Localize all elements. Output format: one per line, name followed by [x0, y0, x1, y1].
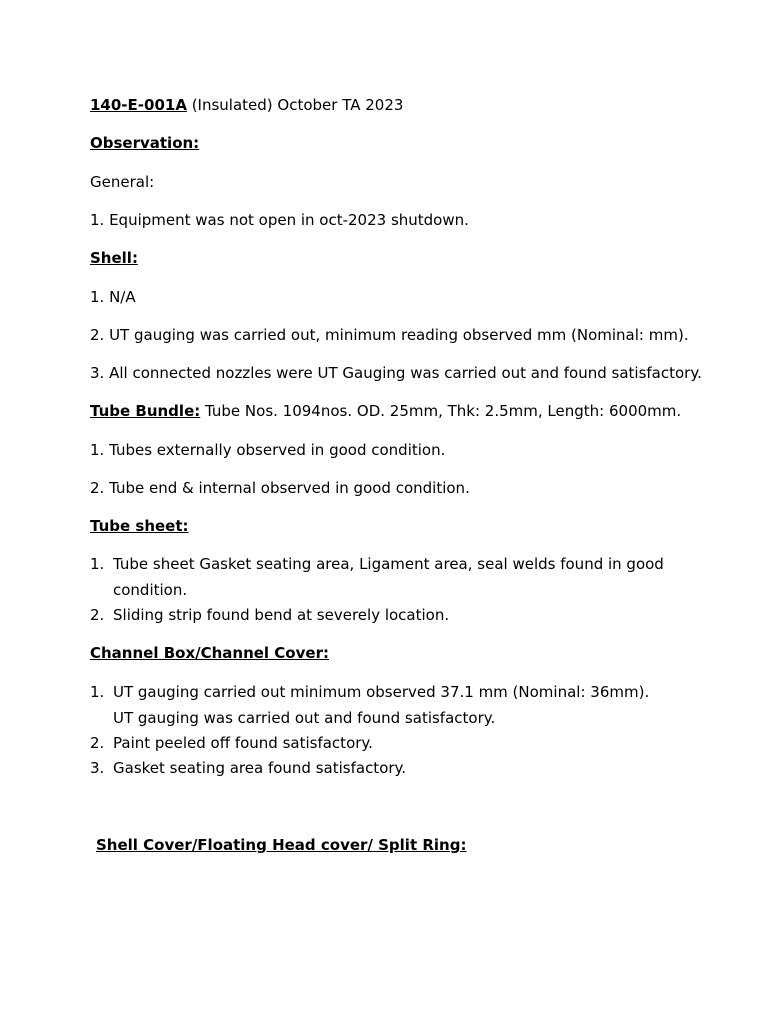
channel-item-1-line-1: UT gauging carried out minimum observed 37.1 mm (Nominal: 36mm). [113, 683, 650, 701]
channel-item-1-number: 1. [90, 683, 105, 701]
shell-item-1: 1. N/A [90, 288, 136, 306]
tube-sheet-item-2-number: 2. [90, 606, 105, 624]
shell-heading: Shell: [90, 249, 138, 267]
channel-item-2-line-1: Paint peeled off found satisfactory. [113, 734, 373, 752]
channel-heading: Channel Box/Channel Cover: [90, 644, 329, 662]
observation-heading: Observation: [90, 134, 200, 152]
tube-sheet-heading: Tube sheet: [90, 517, 189, 535]
tube-sheet-item-2-line-1: Sliding strip found bend at severely location. [113, 606, 450, 624]
tube-sheet-item-1-line-2: condition. [113, 581, 188, 599]
shell-item-3: 3. All connected nozzles were UT Gauging was carried out and found satisfactory. [90, 364, 702, 382]
general-item-1: 1. Equipment was not open in oct-2023 shutdown. [90, 211, 469, 229]
channel-item-2-number: 2. [90, 734, 105, 752]
tube-bundle-line [90, 399, 681, 423]
tube-bundle-item-1: 1. Tubes externally observed in good condition. [90, 441, 446, 459]
document-title [90, 93, 403, 117]
equipment-code: 140-E-001A [90, 96, 187, 114]
tube-bundle-details: Tube Nos. 1094nos. OD. 25mm, Thk: 2.5mm, Length: 6000mm. [200, 402, 682, 420]
channel-item-3-line-1: Gasket seating area found satisfactory. [113, 759, 407, 777]
shell-cover-heading: Shell Cover/Floating Head cover/ Split Ring: [96, 836, 467, 854]
channel-item-1-line-2: UT gauging was carried out and found satisfactory. [113, 709, 496, 727]
tube-sheet-item-1-number: 1. [90, 555, 105, 573]
tube-sheet-item-1-line-1: Tube sheet Gasket seating area, Ligament area, seal welds found in good [113, 555, 664, 573]
title-rest: (Insulated) October TA 2023 [186, 96, 404, 114]
shell-item-2: 2. UT gauging was carried out, minimum reading observed mm (Nominal: mm). [90, 326, 689, 344]
channel-item-3-number: 3. [90, 759, 105, 777]
general-label: General: [90, 173, 155, 191]
tube-bundle-heading: Tube Bundle: [90, 402, 201, 420]
tube-bundle-item-2: 2. Tube end & internal observed in good condition. [90, 479, 470, 497]
